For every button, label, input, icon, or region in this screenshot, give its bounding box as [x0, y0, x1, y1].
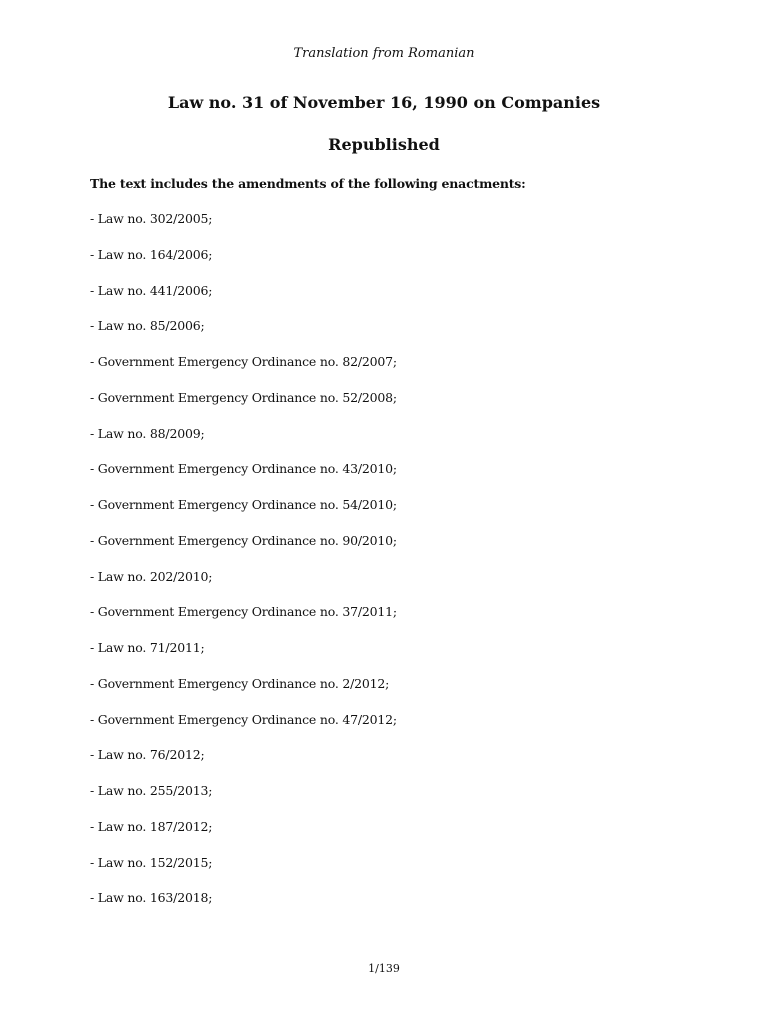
amendment-item: - Law no. 88/2009;: [90, 425, 205, 441]
amendment-item: - Government Emergency Ordinance no. 54/2010;: [90, 497, 397, 512]
amendment-item: - Government Emergency Ordinance no. 52/2008;: [90, 389, 397, 405]
amendment-item: - Law no. 71/2011;: [90, 640, 205, 655]
amendment-item: - Government Emergency Ordinance no. 47/2012;: [90, 711, 397, 727]
translation-note: Translation from Romanian: [293, 46, 475, 61]
amendment-item: - Law no. 163/2018;: [90, 890, 213, 906]
amendment-item: - Law no. 187/2012;: [90, 818, 213, 834]
amendment-item: - Law no. 152/2015;: [90, 854, 213, 870]
amendment-item: - Government Emergency Ordinance no. 43/2010;: [90, 461, 397, 477]
amendment-item: - Law no. 76/2012;: [90, 747, 205, 763]
amendment-item: - Law no. 302/2005;: [90, 211, 213, 226]
amendments-intro: The text includes the amendments of the following enactments:: [90, 176, 526, 191]
amendments-list: [90, 211, 397, 926]
page-number: 1/139: [368, 962, 400, 975]
amendment-item: - Law no. 164/2006;: [90, 246, 213, 262]
document-subtitle: Republished: [328, 135, 440, 154]
amendment-item: - Law no. 202/2010;: [90, 568, 213, 584]
amendment-item: - Government Emergency Ordinance no. 37/2011;: [90, 604, 397, 620]
amendment-item: - Law no. 255/2013;: [90, 783, 213, 798]
amendment-item: - Government Emergency Ordinance no. 82/2007;: [90, 354, 397, 369]
amendment-item: - Government Emergency Ordinance no. 90/2010;: [90, 532, 397, 548]
amendment-item: - Law no. 85/2006;: [90, 318, 205, 334]
amendment-item: - Government Emergency Ordinance no. 2/2012;: [90, 675, 390, 691]
document-title: Law no. 31 of November 16, 1990 on Companies: [167, 93, 601, 112]
amendment-item: - Law no. 441/2006;: [90, 282, 213, 298]
